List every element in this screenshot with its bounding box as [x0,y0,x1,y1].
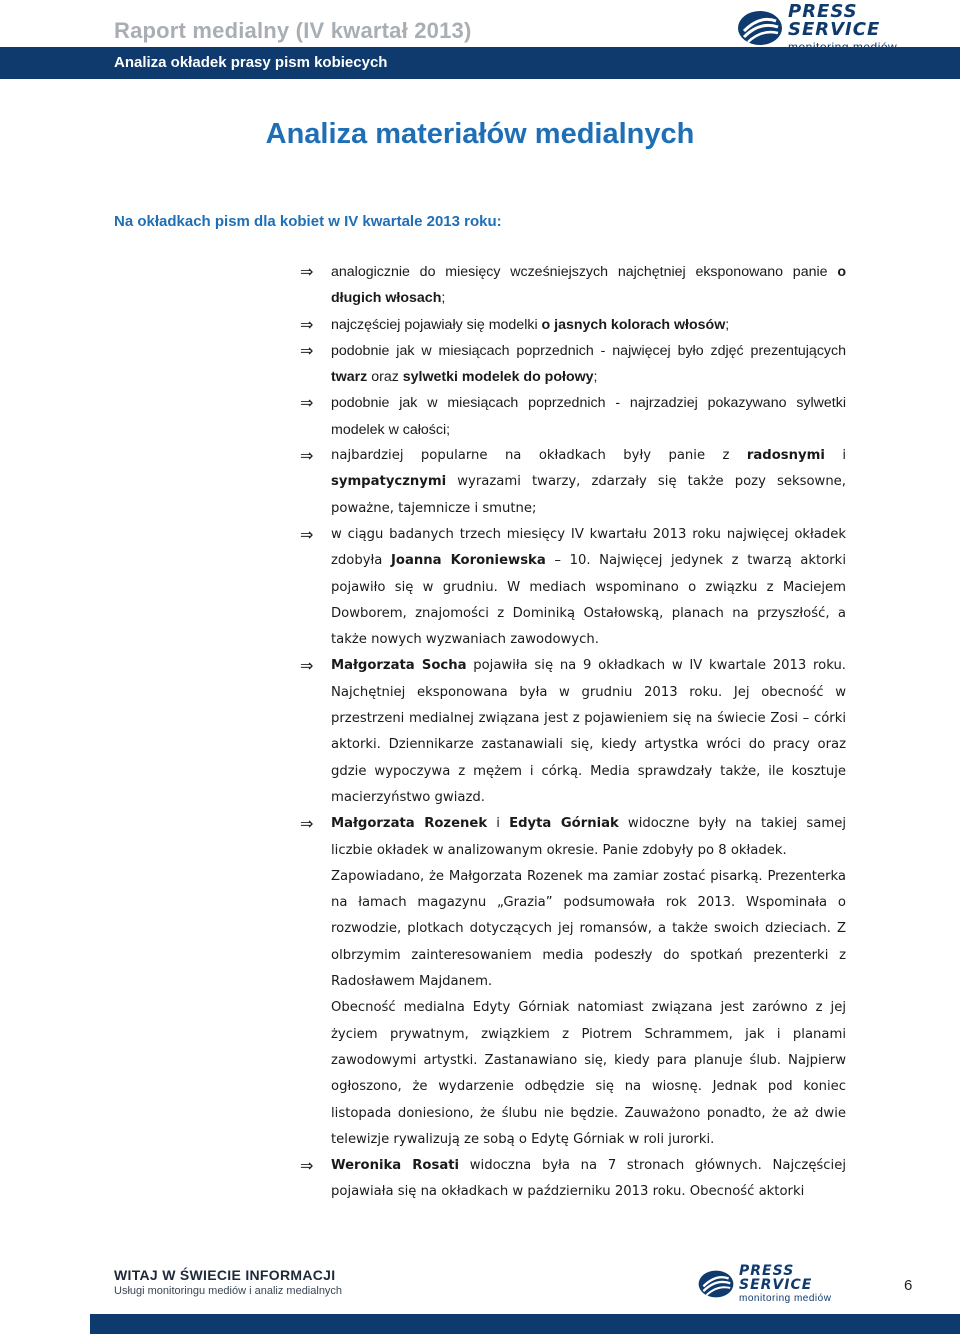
text-run: oraz [367,369,403,386]
bold-text: Joanna Koroniewska [391,553,546,569]
list-item [0,811,846,1153]
text-run: widoczna była na 7 stronach głównych. Najczęściej pojawiała się na okładkach w październiku 2013 roku. Obecność aktorki [331,1158,846,1200]
text-run: i [824,448,847,464]
item-paragraph [331,259,846,312]
double-arrow-right-icon: ⇒ [300,262,314,281]
footer-slogan-line1: WITAJ W ŚWIECIE INFORMACJI [114,1267,336,1283]
list-item [0,390,846,443]
footer-slogan [114,1268,342,1297]
double-arrow-right-icon: ⇒ [300,814,314,834]
bold-text: radosnymi [746,448,825,464]
item-paragraph [331,995,846,1153]
press-service-logo-icon [736,9,784,47]
text-run: podobnie jak w miesiącach poprzednich - najwięcej było zdjęć prezentujących [331,342,846,359]
list-item [0,259,846,312]
section-heading: Na okładkach pism dla kobiet w IV kwartale 2013 roku: [114,213,502,230]
list-item [0,443,846,522]
text-run: w ciągu badanych trzech miesięcy IV kwartału 2013 roku najwięcej okładek zdobyła [331,526,846,569]
page-title: Analiza materiałów medialnych [265,118,695,150]
item-paragraph [331,1153,846,1206]
text-run: ; [725,316,730,333]
press-service-logo [736,3,897,53]
item-paragraph [331,312,846,338]
double-arrow-right-icon: ⇒ [300,340,314,360]
bold-text: twarz [331,369,368,386]
item-paragraph [331,811,846,864]
item-paragraph [331,338,846,391]
bold-text: Edyta Górniak [509,816,619,832]
list-item [0,1153,846,1206]
text-run: podobnie jak w miesiącach poprzednich - najrzadziej pokazywano sylwetki modelek w całości; [331,395,846,438]
text-run: wyrazami twarzy, zdarzały się także pozy seksowne, poważne, tajemnicze i smutne; [331,474,846,516]
double-arrow-right-icon: ⇒ [300,393,314,413]
double-arrow-right-icon: ⇒ [300,656,314,676]
double-arrow-right-icon: ⇒ [300,314,314,334]
bold-text: Małgorzata Socha [331,658,467,674]
text-run: i [487,816,510,832]
press-service-logo-footer [697,1264,831,1304]
bold-text: Weronika Rosati [331,1158,460,1174]
logo-word-press: PRESS [788,1,858,22]
item-paragraph [331,864,846,995]
footer-slogan-line2: Usługi monitoringu mediów i analiz medialnych [114,1285,343,1298]
press-service-logo-icon [697,1269,735,1299]
text-run: pojawiła się na 9 okładkach w IV kwartale 2013 roku. Najchętniej eksponowana była w grudniu 2013 roku. Jej obecność w przestrzeni medialnej związana jest z pojawieniem się na świecie Zosi – córki aktorki. Dziennikarze zastanawiali się, kiedy artystka wróci do pracy oraz gdzie wypoczywa z mężem i córką. Media sprawdzały także, ile kosztuje macierzyństwo gwiazd. [331,658,846,805]
logo-word-service: SERVICE [739,1277,813,1293]
bold-text: sympatycznymi [331,474,447,490]
text-run: Zapowiadano, że Małgorzata Rozenek ma zamiar zostać pisarką. Prezenterka na łamach magazynu „Grazia” podsumowała rok 2013. Wspominała o rozwodzie, plotkach dotyczących jej romansów, a także swoich dzieciach. Z olbrzymim zainteresowaniem media podeszły do spotkań prezenterki z Radosławem Majdanem. [331,868,846,990]
bold-text: o jasnych kolorach włosów [541,316,726,333]
text-run: Obecność medialna Edyty Górniak natomiast związana jest zarówno z jej życiem prywatnym, związkiem z Piotrem Schrammem, jak i planami zawodowymi artystki. Zastanawiano się, kiedy para planuje ślub. Najpierw ogłoszono, że wydarzenie odbędzie się na wiosnę. Jednak pod koniec listopada doniesiono, że ślubu nie będzie. Zauważono ponadto, że aż dwie telewizje rywalizują ze sobą o Edytę Górniak w roli jurorki. [331,1000,846,1147]
text-run: ; [441,290,446,307]
item-paragraph [331,653,846,811]
logo-tagline: monitoring mediów [739,1293,832,1304]
text-run: – 10. Najwięcej jedynek z twarzą aktorki pojawiło się w grudniu. W mediach wspominano o związku z Maciejem Dowborem, znajomości z Dominiką Ostałowską, planach na przyszłość, a także nowych wyzwaniach zawodowych. [331,553,846,648]
logo-word-press: PRESS [739,1263,795,1279]
text-run: widoczne były na takiej samej liczbie okładek w analizowanym okresie. Panie zdobyły po 8 okładek. [331,816,846,858]
item-paragraph [331,443,846,522]
page-number: 6 [904,1277,913,1294]
text-run: najczęściej pojawiały się modelki [331,316,542,333]
double-arrow-right-icon: ⇒ [300,446,314,466]
logo-tagline: monitoring mediów [788,40,898,54]
logo-word-service: SERVICE [788,19,881,40]
item-paragraph [331,522,846,653]
text-run: najbardziej popularne na okładkach były panie z [331,448,747,464]
double-arrow-right-icon: ⇒ [300,1156,314,1176]
header-subtitle: Analiza okładek prasy pism kobiecych [114,54,388,71]
list-item [0,653,846,811]
footer-bar [90,1314,960,1334]
text-run: ; [593,369,598,386]
header-title: Raport medialny (IV kwartał 2013) [114,18,472,43]
list-item [0,338,846,391]
bold-text: Małgorzata Rozenek [331,816,488,832]
bold-text: o długich włosach [331,264,846,307]
item-paragraph [331,390,846,443]
text-run: analogicznie do miesięcy wcześniejszych najchętniej eksponowano panie [331,264,838,280]
list-item [0,312,846,338]
list-item [0,522,846,653]
findings-list [0,259,960,1206]
double-arrow-right-icon: ⇒ [300,524,314,544]
bold-text: sylwetki modelek do połowy [402,369,594,386]
